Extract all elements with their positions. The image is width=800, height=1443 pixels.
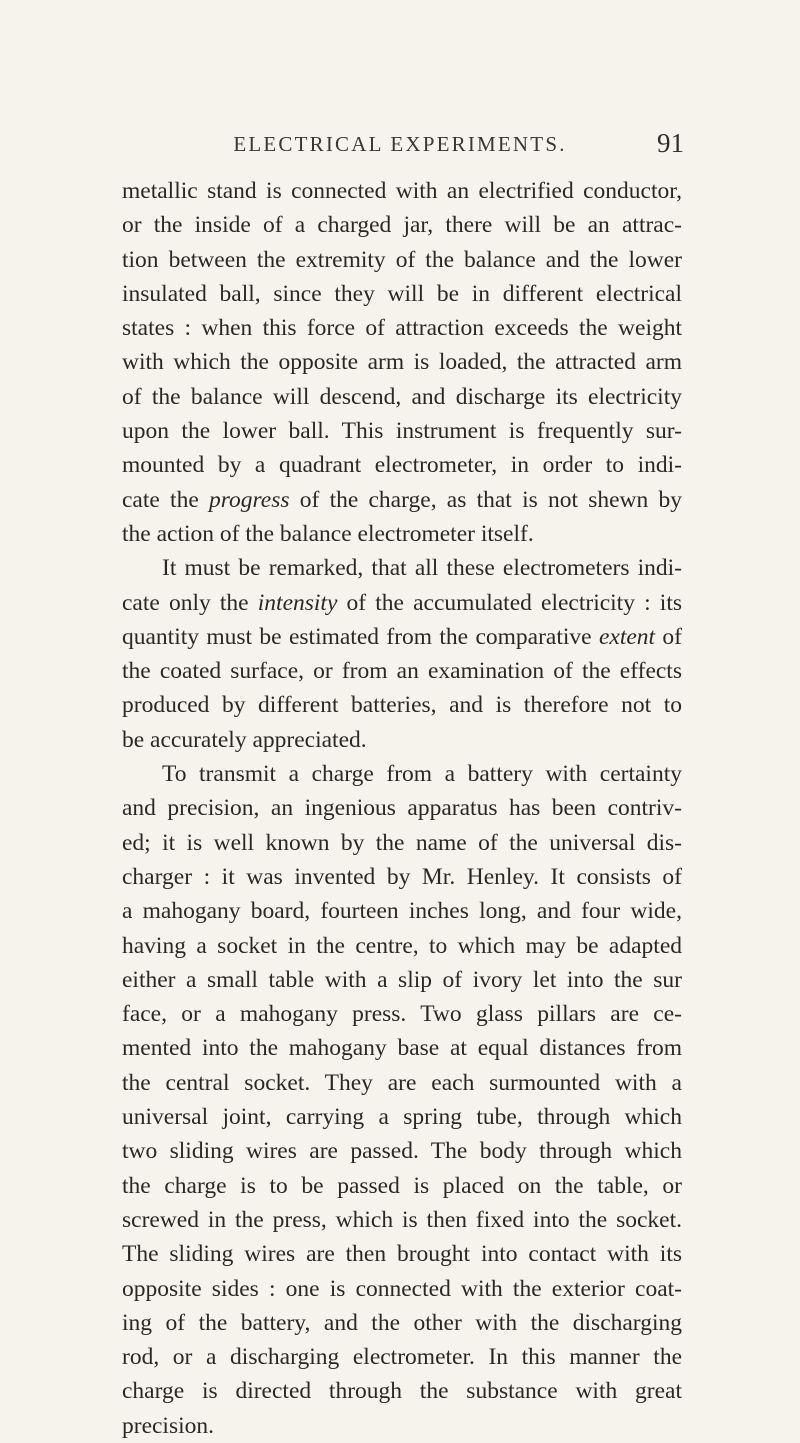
text-line: charge is directed through the substance with great: [122, 1378, 682, 1405]
text-line: [122, 483, 682, 517]
text-line: The sliding wires are then brought into contact with its: [122, 1241, 682, 1268]
text-line: with which the opposite arm is loaded, the attracted arm: [122, 349, 682, 376]
text-line: metallic stand is connected with an electrified conductor,: [122, 178, 682, 204]
text-line: of the balance will descend, and discharge its electricity: [122, 383, 682, 410]
text-line: insulated ball, since they will be in different electrical: [122, 280, 682, 307]
text-segment: of: [655, 623, 682, 650]
text-line: the action of the balance electrometer itself.: [122, 520, 534, 547]
text-segment: of the charge, as that is not shewn by: [289, 486, 682, 513]
text-line: ed; it is well known by the name of the universal dis-: [122, 829, 682, 856]
text-line: the charge is to be passed is placed on the table, or: [122, 1172, 682, 1199]
text-line: mounted by a quadrant electrometer, in order to indi-: [122, 452, 682, 479]
text-line: precision.: [122, 1412, 215, 1439]
text-line: opposite sides : one is connected with the exterior coat-: [122, 1275, 682, 1302]
text-line: a mahogany board, fourteen inches long, and four wide,: [122, 898, 682, 925]
italic-word: intensity: [257, 589, 338, 616]
text-line: universal joint, carrying a spring tube, through which: [122, 1104, 682, 1131]
text-segment: cate only the: [122, 589, 258, 616]
text-line: the coated surface, or from an examination of the effects: [122, 658, 682, 685]
italic-word: extent: [598, 623, 656, 650]
text-segment: cate the: [122, 486, 209, 513]
text-line: produced by different batteries, and is therefore not to: [122, 692, 682, 719]
text-line: two sliding wires are passed. The body through which: [122, 1138, 682, 1165]
text-line: It must be remarked, that all these electrometers indi-: [162, 555, 682, 582]
text-line: tion between the extremity of the balance and the lower: [122, 246, 682, 273]
text-line: face, or a mahogany press. Two glass pillars are ce-: [122, 1001, 682, 1028]
text-line: states : when this force of attraction exceeds the weight: [122, 315, 682, 342]
text-line: mented into the mahogany base at equal distances from: [122, 1035, 682, 1062]
body-text: [122, 174, 682, 1443]
text-line: the central socket. They are each surmounted with a: [122, 1069, 682, 1096]
text-line: be accurately appreciated.: [122, 726, 367, 753]
text-line: To transmit a charge from a battery with certainty: [162, 761, 682, 788]
text-line: [122, 586, 682, 620]
running-title: ELECTRICAL EXPERIMENTS.: [233, 132, 567, 156]
text-line: upon the lower ball. This instrument is frequently sur-: [122, 418, 682, 445]
text-line: screwed in the press, which is then fixed into the socket.: [122, 1206, 682, 1233]
text-segment: of the accumulated electricity : its: [337, 589, 682, 616]
text-line: either a small table with a slip of ivory let into the sur: [122, 966, 682, 993]
text-line: ing of the battery, and the other with the discharging: [122, 1309, 682, 1336]
running-head: [0, 128, 800, 162]
text-line: charger : it was invented by Mr. Henley. It consists of: [122, 863, 682, 890]
page-number: 91: [657, 128, 684, 158]
text-line: rod, or a discharging electrometer. In this manner the: [122, 1344, 682, 1371]
text-segment: quantity must be estimated from the comparative: [122, 623, 599, 650]
text-line: having a socket in the centre, to which may be adapted: [122, 932, 682, 959]
text-line: and precision, an ingenious apparatus has been contriv-: [122, 795, 682, 822]
text-line: [122, 620, 682, 654]
italic-word: progress: [209, 486, 290, 513]
text-line: or the inside of a charged jar, there will be an attrac-: [122, 212, 682, 239]
